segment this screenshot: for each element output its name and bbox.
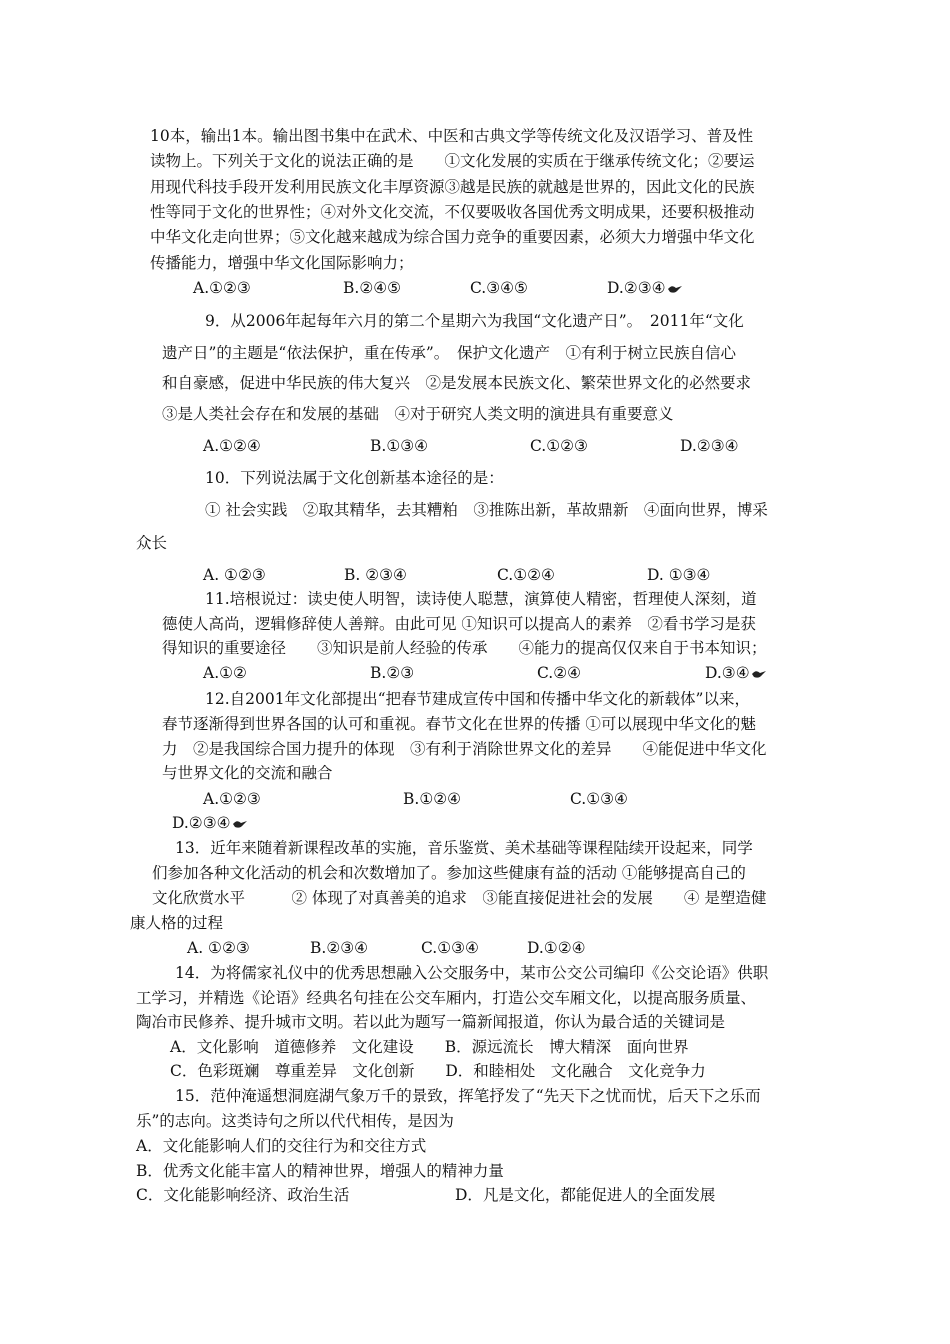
q8-option-c[interactable]: C.③④⑤	[470, 279, 528, 297]
q12-text-line-3: 力 ②是我国综合国力提升的体现 ③有利于消除世界文化的差异 ④能促进中华文化	[162, 740, 767, 758]
q10-option-d[interactable]: D. ①③④	[647, 566, 711, 584]
q8-text-line-5: 中华文化走向世界；⑤文化越来越成为综合国力竞争的重要因素，必须大力增强中华文化	[150, 228, 755, 246]
q13-option-c[interactable]: C.①③④	[421, 939, 479, 957]
q8-text-line-1: 10本，输出1本。输出图书集中在武术、中医和古典文学等传统文化及汉语学习、普及性	[150, 127, 754, 145]
q9-text-line-4: ③是人类社会存在和发展的基础 ④对于研究人类文明的演进具有重要意义	[162, 405, 674, 423]
q8-options	[0, 278, 950, 298]
q13-text-line-4: 康人格的过程	[130, 914, 224, 932]
bird-mark-icon	[667, 283, 683, 295]
q15-option-b[interactable]: B．优秀文化能丰富人的精神世界，增强人的精神力量	[136, 1162, 504, 1180]
q11-options	[0, 663, 950, 683]
q10-text-line-2: ① 社会实践 ②取其精华，去其糟粕 ③推陈出新，革故鼎新 ④面向世界，博采	[205, 501, 768, 519]
q14-text-line-2: 工学习，并精选《论语》经典名句挂在公交车厢内，打造公交车厢文化，以提高服务质量、	[136, 989, 757, 1007]
q12-options-row-1	[0, 789, 950, 809]
q12-options-row-2	[0, 813, 950, 833]
q8-option-d[interactable]: D.②③④	[607, 278, 683, 298]
q14-text-line-1: 14．为将儒家礼仪中的优秀思想融入公交服务中，某市公交公司编印《公交论语》供职	[175, 964, 769, 982]
q12-option-b[interactable]: B.①②④	[403, 790, 462, 808]
q13-option-a[interactable]: A. ①②③	[187, 939, 250, 957]
q8-text-line-2: 读物上。下列关于文化的说法正确的是 ①文化发展的实质在于继承传统文化；②要运	[150, 152, 755, 170]
q12-text-line-2: 春节逐渐得到世界各国的认可和重视。春节文化在世界的传播 ①可以展现中华文化的魅	[162, 715, 756, 733]
q10-text-line-1: 10．下列说法属于文化创新基本途径的是：	[205, 469, 504, 487]
q15-text-line-2: 乐”的志向。这类诗句之所以代代相传，是因为	[136, 1112, 454, 1130]
q9-options	[0, 436, 950, 456]
q13-text-line-3: 文化欣赏水平 ② 体现了对真善美的追求 ③能直接促进社会的发展 ④ 是塑造健	[152, 889, 767, 907]
q10-option-b[interactable]: B. ②③④	[344, 566, 407, 584]
q11-text-line-2: 德使人高尚，逻辑修辞使人善辩。由此可见 ①知识可以提高人的素养 ②看书学习是获	[162, 615, 756, 633]
q8-text-line-3: 用现代科技手段开发利用民族文化丰厚资源③越是民族的就越是世界的，因此文化的民族	[150, 178, 755, 196]
q15-option-d[interactable]: D．凡是文化，都能促进人的全面发展	[455, 1186, 716, 1204]
q11-text-line-3: 得知识的重要途径 ③知识是前人经验的传承 ④能力的提高仅仅来自于书本知识；	[162, 639, 767, 657]
q12-text-line-1: 12.自2001年文化部提出“把春节建成宣传中国和传播中华文化的新载体”以来，	[205, 690, 750, 708]
q10-option-c[interactable]: C.①②④	[497, 566, 555, 584]
q13-text-line-1: 13．近年来随着新课程改革的实施，音乐鉴赏、美术基础等课程陆续开设起来，同学	[175, 839, 753, 857]
q8-option-a[interactable]: A.①②③	[193, 279, 251, 297]
q11-option-a[interactable]: A.①②	[203, 664, 247, 682]
q9-text-line-1: 9．从2006年起每年六月的第二个星期六为我国“文化遗产日”。 2011年“文化	[205, 312, 744, 330]
q8-text-line-6: 传播能力，增强中华文化国际影响力；	[150, 254, 414, 272]
q15-option-c[interactable]: C．文化能影响经济、政治生活	[136, 1186, 350, 1204]
q13-option-d[interactable]: D.①②④	[527, 939, 586, 957]
q13-option-b[interactable]: B.②③④	[310, 939, 369, 957]
q11-option-b[interactable]: B.②③	[370, 664, 415, 682]
q9-text-line-2: 遗产日”的主题是“依法保护，重在传承”。 保护文化遗产 ①有利于树立民族自信心	[162, 344, 737, 362]
q11-text-line-1: 11.培根说过：读史使人明智，读诗使人聪慧，演算使人精密，哲理使人深刻，道	[205, 590, 757, 608]
q9-option-d[interactable]: D.②③④	[680, 437, 739, 455]
q9-option-a[interactable]: A.①②④	[203, 437, 261, 455]
q10-options	[0, 565, 950, 585]
q12-option-d[interactable]: D.②③④	[172, 813, 248, 833]
q9-option-b[interactable]: B.①③④	[370, 437, 429, 455]
q8-option-b[interactable]: B.②④⑤	[343, 279, 402, 297]
q13-options	[0, 938, 950, 958]
bird-mark-icon	[751, 668, 767, 680]
q10-option-a[interactable]: A. ①②③	[203, 566, 266, 584]
bird-mark-icon	[232, 818, 248, 830]
q9-text-line-3: 和自豪感，促进中华民族的伟大复兴 ②是发展本民族文化、繁荣世界文化的必然要求	[162, 374, 752, 392]
q9-option-c[interactable]: C.①②③	[530, 437, 588, 455]
q12-option-c[interactable]: C.①③④	[570, 790, 628, 808]
q11-option-c[interactable]: C.②④	[537, 664, 582, 682]
q12-text-line-4: 与世界文化的交流和融合	[162, 764, 333, 782]
q13-text-line-2: 们参加各种文化活动的机会和次数增加了。参加这些健康有益的活动 ①能够提高自己的	[152, 864, 746, 882]
q12-option-a[interactable]: A.①②③	[203, 790, 261, 808]
q15-option-a[interactable]: A．文化能影响人们的交往行为和交往方式	[136, 1137, 427, 1155]
q14-option-row-cd[interactable]: C．色彩斑斓 尊重差异 文化创新 D．和睦相处 文化融合 文化竞争力	[170, 1062, 706, 1080]
q10-text-line-3: 众长	[136, 534, 168, 552]
q14-text-line-3: 陶冶市民修养、提升城市文明。若以此为题写一篇新闻报道，你认为最合适的关键词是	[136, 1013, 726, 1031]
q11-option-d[interactable]: D.③④	[705, 663, 767, 683]
q14-option-row-ab[interactable]: A．文化影响 道德修养 文化建设 B．源远流长 博大精深 面向世界	[170, 1038, 689, 1056]
q8-text-line-4: 性等同于文化的世界性；④对外文化交流，不仅要吸收各国优秀文明成果，还要积极推动	[150, 203, 755, 221]
q15-text-line-1: 15．范仲淹遥想洞庭湖气象万千的景致，挥笔抒发了“先天下之忧而忧，后天下之乐而	[175, 1087, 761, 1105]
